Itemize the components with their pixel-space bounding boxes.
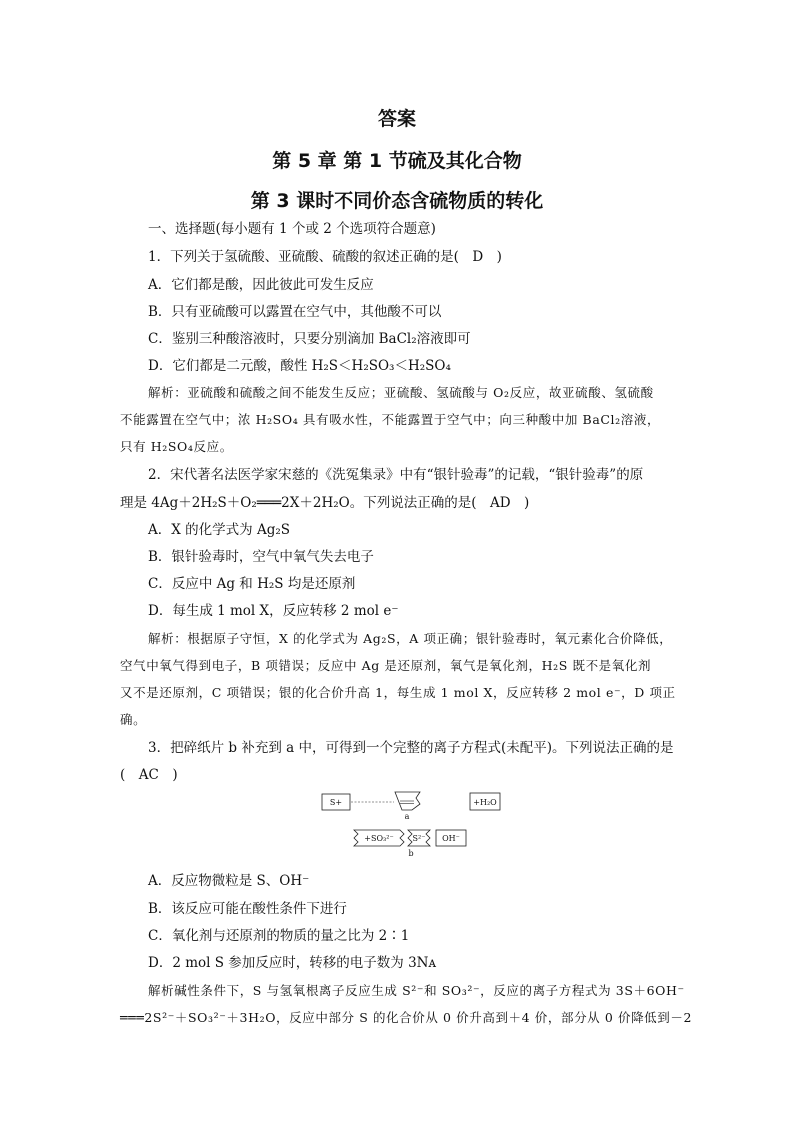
analysis-1-line-1: 解析：亚硫酸和硫酸之间不能发生反应；亚硫酸、氢硫酸与 O₂反应，故亚硫酸、氢硫酸 bbox=[148, 385, 654, 400]
option-3b: B．该反应可能在酸性条件下进行 bbox=[148, 901, 347, 917]
option-1d: D．它们都是二元酸，酸性 H₂S＜H₂SO₃＜H₂SO₄ bbox=[148, 358, 451, 374]
question-2-line-2: 理是 4Ag＋2H₂S＋O₂═══2X＋2H₂O。下列说法正确的是( AD ) bbox=[120, 495, 530, 511]
paper-scraps-diagram bbox=[320, 790, 510, 862]
scrap-b bbox=[354, 830, 430, 858]
analysis-2-line-4: 确。 bbox=[120, 712, 147, 727]
option-3c: C．氧化剂与还原剂的物质的量之比为 2∶1 bbox=[148, 928, 410, 944]
analysis-2-line-2: 空气中氧气得到电子，B 项错误；反应中 Ag 是还原剂，氧气是氧化剂，H₂S 既不是氧化剂 bbox=[120, 658, 652, 673]
section-heading: 一、选择题(每小题有 1 个或 2 个选项符合题意) bbox=[148, 221, 436, 237]
question-3-line-2: ( AC ) bbox=[120, 767, 178, 783]
hydroxide-label: OH⁻ bbox=[442, 834, 460, 843]
analysis-2-line-3: 又不是还原剂，C 项错误；银的化合价升高 1，每生成 1 mol X，反应转移 2 mol e⁻，D 项正 bbox=[120, 685, 676, 700]
page-title: 答案 bbox=[377, 108, 416, 130]
option-3a: A．反应物微粒是 S、OH⁻ bbox=[148, 873, 310, 889]
analysis-2-line-1: 解析：根据原子守恒，X 的化学式为 Ag₂S，A 项正确；银针验毒时，氧元素化合价降低， bbox=[148, 631, 673, 646]
option-1b: B．只有亚硫酸可以露置在空气中，其他酸不可以 bbox=[148, 304, 442, 320]
scrap-a-label: a bbox=[404, 812, 410, 821]
chapter-heading: 第 5 章 第 1 节硫及其化合物 bbox=[272, 150, 522, 172]
option-2d: D．每生成 1 mol X，反应转移 2 mol e⁻ bbox=[148, 603, 399, 619]
lesson-heading: 第 3 课时不同价态含硫物质的转化 bbox=[250, 190, 544, 212]
scrap-a-s-label: S+ bbox=[329, 798, 343, 807]
option-2b: B．银针验毒时，空气中氧气失去电子 bbox=[148, 549, 374, 565]
option-1c: C．鉴别三种酸溶液时，只要分别滴加 BaCl₂溶液即可 bbox=[148, 331, 471, 347]
analysis-3-line-2: ═══2S²⁻＋SO₃²⁻＋3H₂O，反应中部分 S 的化合价从 0 价升高到＋4 价，部分从 0 价降低到－2 bbox=[120, 1010, 693, 1025]
scrap-b-label: b bbox=[408, 849, 414, 858]
water-label: +H₂O bbox=[473, 798, 497, 807]
question-2-line-1: 2．宋代著名法医学家宋慈的《洗冤集录》中有“银针验毒”的记载，“银针验毒”的原 bbox=[148, 467, 644, 483]
sulfite-label: +SO₃²⁻ bbox=[364, 834, 394, 843]
option-1a: A．它们都是酸，因此彼此可发生反应 bbox=[148, 277, 374, 293]
question-1: 1．下列关于氢硫酸、亚硫酸、硫酸的叙述正确的是( D ) bbox=[148, 249, 502, 265]
analysis-1-line-2: 不能露置在空气中；浓 H₂SO₄ 具有吸水性，不能露置于空气中；向三种酸中加 BaCl₂溶液， bbox=[120, 412, 661, 427]
scrap-a bbox=[322, 792, 420, 821]
question-3-line-1: 3．把碎纸片 b 补充到 a 中，可得到一个完整的离子方程式(未配平)。下列说法正确的是 bbox=[148, 740, 674, 756]
sulfide-label: S²⁻ bbox=[412, 834, 426, 843]
option-2a: A．X 的化学式为 Ag₂S bbox=[148, 522, 290, 538]
scrap-hydroxide bbox=[436, 830, 466, 846]
analysis-1-line-3: 只有 H₂SO₄反应。 bbox=[120, 439, 233, 454]
option-3d: D．2 mol S 参加反应时，转移的电子数为 3Nᴀ bbox=[148, 955, 437, 971]
analysis-3-line-1: 解析碱性条件下，S 与氢氧根离子反应生成 S²⁻和 SO₃²⁻，反应的离子方程式为 3S＋6OH⁻ bbox=[148, 983, 685, 998]
scrap-water bbox=[470, 793, 500, 810]
option-2c: C．反应中 Ag 和 H₂S 均是还原剂 bbox=[148, 576, 356, 592]
